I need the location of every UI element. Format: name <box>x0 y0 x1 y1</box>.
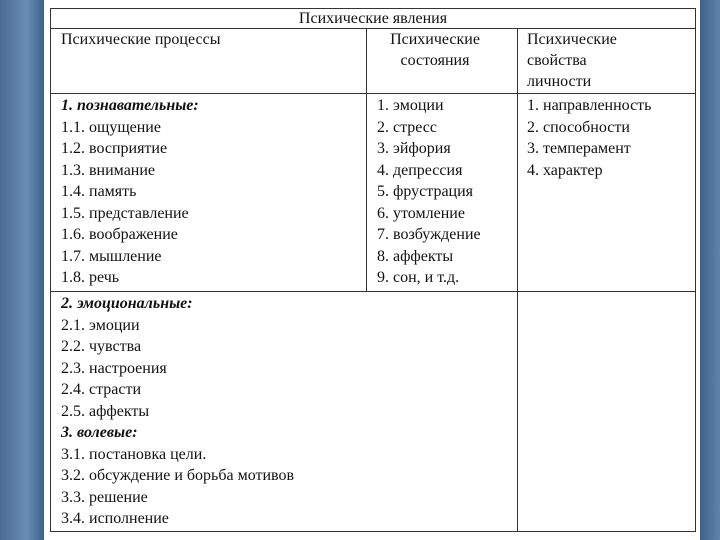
header-processes: Психические процессы <box>61 31 221 48</box>
phenomena-table <box>50 8 696 532</box>
header-properties-line-2: свойства <box>527 52 587 69</box>
list-item: 2. способности <box>527 118 630 136</box>
properties-cell <box>527 95 651 181</box>
list-item: 3.2. обсуждение и борьба мотивов <box>61 467 295 484</box>
list-item: 3.1. постановка цели. <box>61 445 207 463</box>
list-item: 1.6. воображение <box>61 226 178 243</box>
volitional-title: 3. волевые: <box>61 424 138 441</box>
cognitive-title: 1. познавательные: <box>61 97 199 114</box>
cognitive-processes-cell <box>61 95 199 289</box>
emotional-volitional-cell <box>61 293 294 530</box>
list-item: 2.4. страсти <box>61 381 142 398</box>
list-item: 1.1. ощущение <box>61 118 161 136</box>
table-title: Психические явления <box>298 10 448 27</box>
list-item: 3.4. исполнение <box>61 510 169 527</box>
slide-background-right <box>700 0 720 540</box>
header-properties-line-1: Психические <box>527 31 617 48</box>
column-divider-1 <box>366 28 367 291</box>
header-states <box>375 29 495 71</box>
list-item: 3. эйфория <box>377 140 451 157</box>
list-item: 2. стресс <box>377 118 437 136</box>
list-item: 1. эмоции <box>377 97 444 114</box>
list-item: 6. утомление <box>377 204 465 222</box>
column-divider-2 <box>517 28 518 531</box>
list-item: 4. характер <box>527 161 603 179</box>
list-item: 3. темперамент <box>527 140 631 157</box>
header-divider <box>51 93 695 94</box>
header-properties <box>527 29 617 92</box>
states-cell <box>377 95 481 289</box>
list-item: 7. возбуждение <box>377 226 481 243</box>
list-item: 1.7. мышление <box>61 247 162 265</box>
emotional-title: 2. эмоциональные: <box>61 295 193 312</box>
list-item: 1.5. представление <box>61 204 189 222</box>
list-item: 2.5. аффекты <box>61 402 150 420</box>
header-states-line-1: Психические <box>390 31 480 48</box>
slide-background-left <box>0 0 44 540</box>
title-divider <box>51 28 695 29</box>
list-item: 3.3. решение <box>61 488 148 506</box>
header-states-line-2: состояния <box>400 52 470 69</box>
list-item: 1. направленность <box>527 97 652 114</box>
list-item: 9. сон, и т.д. <box>377 269 460 286</box>
list-item: 2.2. чувства <box>61 338 142 355</box>
list-item: 2.1. эмоции <box>61 316 140 334</box>
list-item: 4. депрессия <box>377 161 463 179</box>
list-item: 1.8. речь <box>61 269 120 286</box>
list-item: 2.3. настроения <box>61 359 167 377</box>
list-item: 1.2. восприятие <box>61 140 168 157</box>
list-item: 1.4. память <box>61 183 137 200</box>
slide-page <box>44 0 700 540</box>
list-item: 8. аффекты <box>377 247 454 265</box>
list-item: 5. фрустрация <box>377 183 474 200</box>
header-properties-line-3: личности <box>527 73 592 90</box>
row-divider <box>51 291 695 292</box>
list-item: 1.3. внимание <box>61 161 156 179</box>
